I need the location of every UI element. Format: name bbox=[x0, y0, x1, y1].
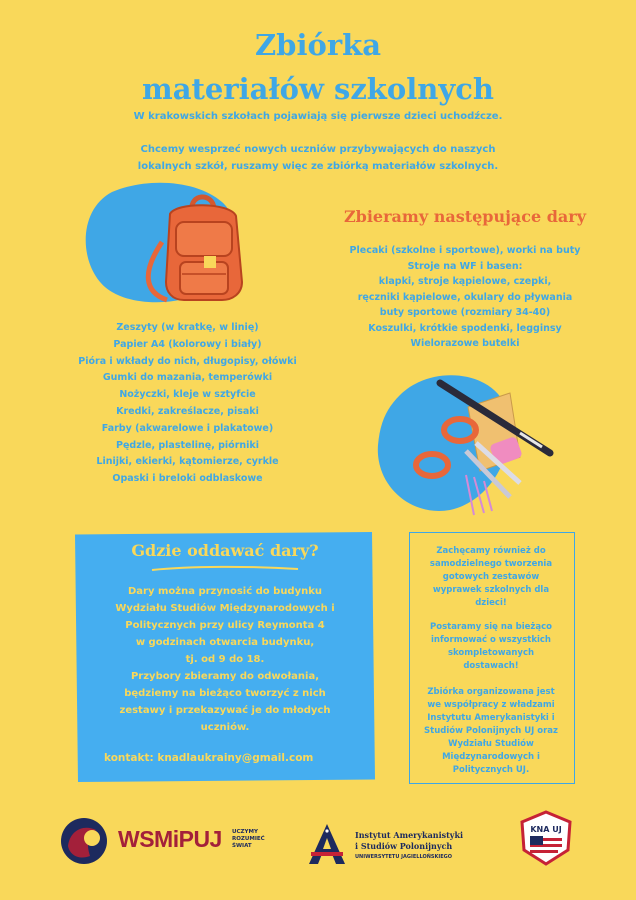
gifts-heading: Zbieramy następujące dary bbox=[343, 207, 587, 226]
contact-email[interactable]: kontakt: knadlaukrainy@gmail.com bbox=[104, 752, 314, 764]
backpack-illustration bbox=[72, 182, 272, 317]
page-title-line2: materiałów szkolnych bbox=[142, 72, 494, 106]
kna-uj-logo bbox=[518, 810, 574, 866]
list-item: Pędzle, plastelinę, piórniki bbox=[116, 439, 259, 451]
side-para-1: Zachęcamy również do samodzielnego tworzenia gotowych zestawów wyprawek szkolnych dla dzieci! bbox=[429, 546, 553, 608]
list-item: Linijki, ekierki, kątomierze, cyrkle bbox=[96, 456, 279, 468]
list-item: Gumki do mazania, temperówki bbox=[102, 372, 273, 384]
where-heading: Gdzie oddawać dary? bbox=[131, 541, 319, 560]
where-text: Dary można przynosić do budynku Wydziału Studiów Międzynarodowych i Politycznych przy ulicy Reymonta 4 w godzinach otwarcia budynku, tj. od 9 do 18. Przybory zbieramy do odwołania, będziemy na bieżąco tworzyć z nich zestawy i przekazywać je do młodych uczniów. bbox=[115, 586, 335, 733]
list-item: Kredki, zakreślacze, pisaki bbox=[116, 405, 259, 417]
gifts-list-left bbox=[55, 320, 320, 488]
heading-underline bbox=[150, 564, 300, 574]
list-item: Stroje na WF i basen: bbox=[407, 260, 523, 272]
intro-line-2: lokalnych szkół, ruszamy więc ze zbiórką materiałów szkolnych. bbox=[137, 161, 499, 172]
wsmip-logo-icon bbox=[58, 816, 110, 866]
list-item: ręczniki kąpielowe, okulary do pływania bbox=[357, 291, 573, 303]
wsmip-logo-name: WSMiPUJ bbox=[118, 826, 222, 852]
list-item: Koszulki, krótkie spodenki, legginsy bbox=[368, 322, 562, 334]
iaisp-logo-icon bbox=[307, 822, 347, 866]
list-item: Zeszyty (w kratkę, w linię) bbox=[116, 322, 259, 333]
list-item: Opaski i breloki odblaskowe bbox=[112, 473, 263, 485]
side-para-3: Zbiórka organizowana jest we współpracy z władzami Instytutu Amerykanistyki i Studiów Polonijnych UJ oraz Wydziału Studiów Międzynarodowych i Politycznych UJ. bbox=[424, 687, 558, 775]
list-item: Farby (akwarelowe i plakatowe) bbox=[101, 422, 274, 434]
side-para-2: Postaramy się na bieżąco informować o wszystkich skompletowanych dostawach! bbox=[430, 622, 552, 671]
list-item: Nożyczki, kleje w sztyfcie bbox=[119, 389, 256, 401]
gifts-list-right bbox=[330, 243, 600, 352]
list-item: Wielorazowe butelki bbox=[410, 338, 520, 349]
list-item: Plecaki (szkolne i sportowe), worki na buty bbox=[349, 245, 581, 256]
wsmip-logo-tagline: UCZYMY ROZUMIEĆ ŚWIAT bbox=[232, 829, 265, 849]
list-item: Papier A4 (kolorowy i biały) bbox=[113, 338, 262, 350]
list-item: klapki, stroje kąpielowe, czepki, bbox=[378, 276, 552, 287]
intro-line-1: Chcemy wesprzeć nowych uczniów przybywających do naszych bbox=[140, 144, 496, 155]
list-item: Pióra i wkłady do nich, długopisy, ołówki bbox=[78, 355, 297, 367]
iaisp-logo-text: Instytut Amerykanistyki i Studiów Polonijnych UNIWERSYTETU JAGIELLOŃSKIEGO bbox=[355, 830, 464, 860]
list-item: buty sportowe (rozmiary 34-40) bbox=[379, 307, 551, 318]
subtitle: W krakowskich szkołach pojawiają się pierwsze dzieci uchodźcze. bbox=[133, 111, 503, 122]
stationery-illustration bbox=[370, 365, 560, 525]
page-title-line1: Zbiórka bbox=[255, 28, 381, 62]
kna-uj-text: KNA UJ bbox=[530, 825, 562, 834]
